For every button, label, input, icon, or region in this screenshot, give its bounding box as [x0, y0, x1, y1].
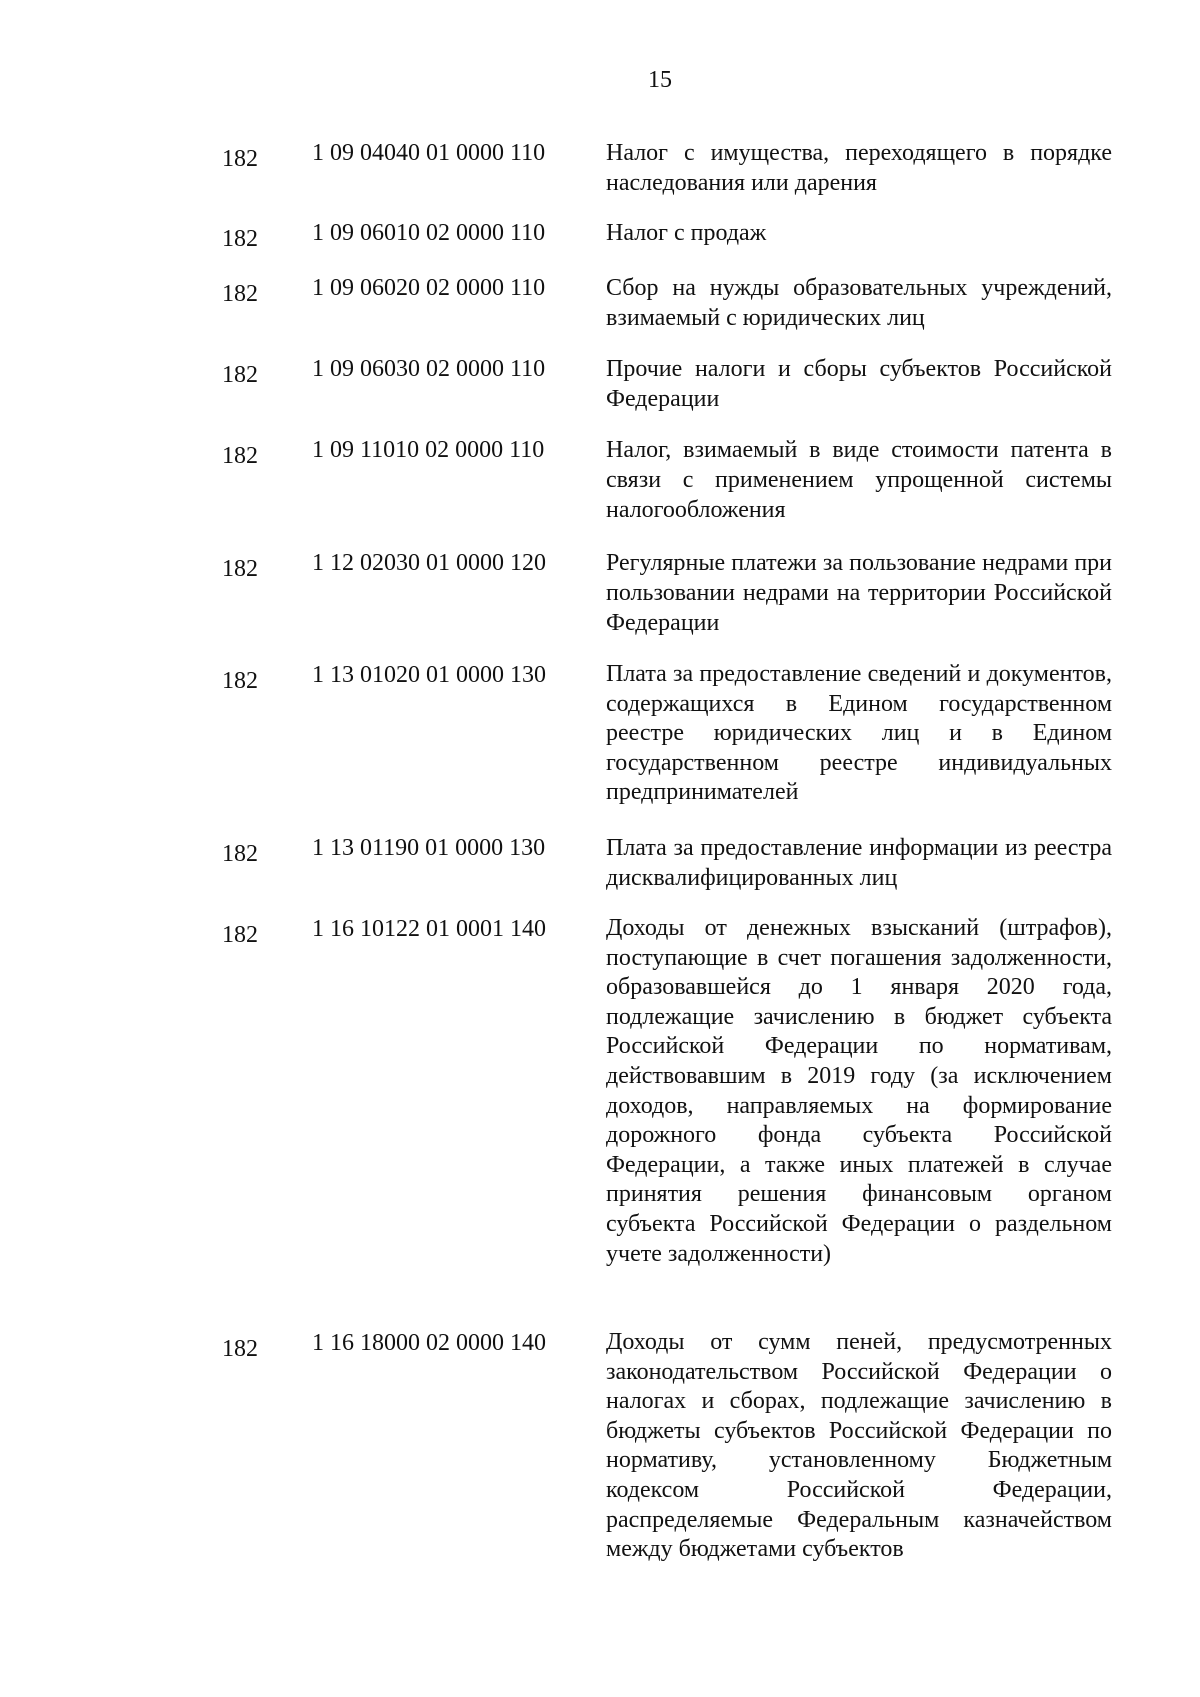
admin-code: 182 [222, 146, 258, 172]
budget-classification-code: 1 09 11010 02 0000 110 [312, 437, 545, 463]
revenue-description: Плата за предоставление сведений и документов, содержащихся в Едином государственном реестре юридических лиц и в Едином государственном реестре индивидуальных предпринимателей [606, 661, 1112, 806]
budget-classification-code: 1 16 10122 01 0001 140 [312, 916, 546, 942]
revenue-description: Регулярные платежи за пользование недрами при пользовании недрами на территории Российской Федерации [606, 550, 1112, 637]
revenue-description: Налог, взимаемый в виде стоимости патента в связи с применением упрощенной системы налогообложения [606, 437, 1112, 524]
admin-code: 182 [222, 281, 258, 307]
revenue-description: Налог с имущества, переходящего в порядке наследования или дарения [606, 140, 1112, 197]
budget-classification-code: 1 09 06010 02 0000 110 [312, 220, 546, 246]
revenue-description: Доходы от сумм пеней, предусмотренных законодательством Российской Федерации о налогах и сборах, подлежащие зачислению в бюджеты субъектов Российской Федерации по нормативу, установленному Бюджетным кодексом Российской Федерации, распределяемые Федеральным казначейством между бюджетами субъектов [606, 1329, 1112, 1563]
admin-code: 182 [222, 1336, 258, 1362]
admin-code: 182 [222, 841, 258, 867]
page-number: 15 [648, 67, 672, 93]
admin-code: 182 [222, 226, 258, 252]
budget-classification-code: 1 13 01190 01 0000 130 [312, 835, 546, 861]
admin-code: 182 [222, 556, 258, 582]
revenue-description: Налог с продаж [606, 220, 767, 246]
revenue-description: Прочие налоги и сборы субъектов Российской Федерации [606, 356, 1112, 413]
admin-code: 182 [222, 668, 258, 694]
revenue-description: Плата за предоставление информации из реестра дисквалифицированных лиц [606, 835, 1112, 892]
admin-code: 182 [222, 362, 258, 388]
budget-classification-code: 1 09 06020 02 0000 110 [312, 275, 546, 301]
admin-code: 182 [222, 443, 258, 469]
budget-classification-code: 1 12 02030 01 0000 120 [312, 550, 546, 576]
admin-code: 182 [222, 922, 258, 948]
budget-classification-code: 1 16 18000 02 0000 140 [312, 1330, 546, 1356]
revenue-description: Сбор на нужды образовательных учреждений, взимаемый с юридических лиц [606, 275, 1112, 332]
budget-classification-code: 1 09 04040 01 0000 110 [312, 140, 546, 166]
budget-classification-code: 1 09 06030 02 0000 110 [312, 356, 546, 382]
budget-classification-code: 1 13 01020 01 0000 130 [312, 662, 546, 688]
revenue-description: Доходы от денежных взысканий (штрафов), поступающие в счет погашения задолженности, образовавшейся до 1 января 2020 года, подлежащие зачислению в бюджет субъекта Российской Федерации по нормативам, действовавшим в 2019 году (за исключением доходов, направляемых на формирование дорожного фонда субъекта Российской Федерации, а также иных платежей в случае принятия решения финансовым органом субъекта Российской Федерации о раздельном учете задолженности) [606, 915, 1112, 1267]
